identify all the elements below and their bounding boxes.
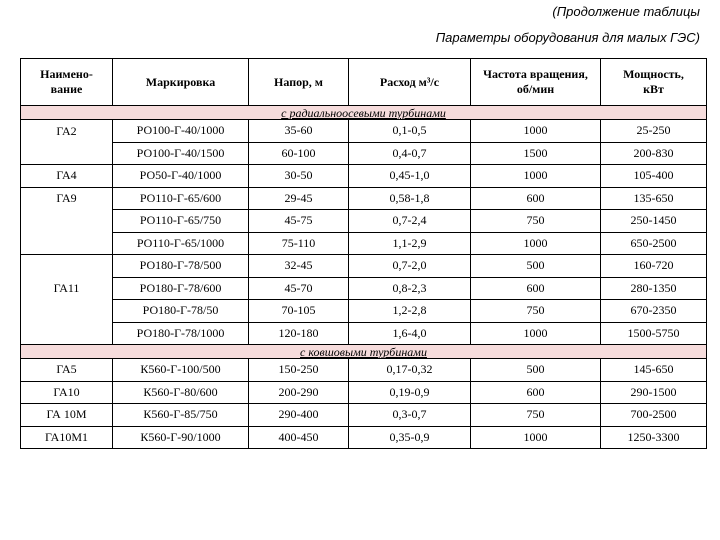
cell-head: 45-70	[249, 277, 349, 300]
cell-flow: 1,6-4,0	[349, 322, 471, 345]
cell-name: ГА5	[21, 359, 113, 382]
cell-speed: 750	[471, 404, 601, 427]
cell-head: 200-290	[249, 381, 349, 404]
cell-speed: 1500	[471, 142, 601, 165]
header-speed: Частота вращения, об/мин	[471, 59, 601, 106]
table-row	[21, 255, 707, 278]
table-row	[21, 120, 707, 143]
cell-speed: 500	[471, 255, 601, 278]
cell-name: ГА10М1	[21, 426, 113, 449]
cell-name: ГА2	[21, 120, 113, 143]
cell-speed: 1000	[471, 232, 601, 255]
cell-flow: 0,4-0,7	[349, 142, 471, 165]
cell-speed: 600	[471, 187, 601, 210]
cell-head: 45-75	[249, 210, 349, 233]
cell-head: 290-400	[249, 404, 349, 427]
table-row	[21, 187, 707, 210]
cell-head: 70-105	[249, 300, 349, 323]
cell-head: 75-110	[249, 232, 349, 255]
cell-power: 670-2350	[601, 300, 707, 323]
cell-mark: РО100-Г-40/1000	[113, 120, 249, 143]
cell-flow: 0,35-0,9	[349, 426, 471, 449]
cell-name: ГА4	[21, 165, 113, 188]
header-marking: Маркировка	[113, 59, 249, 106]
cell-mark: РО180-Г-78/600	[113, 277, 249, 300]
cell-head: 32-45	[249, 255, 349, 278]
cell-flow: 1,1-2,9	[349, 232, 471, 255]
cell-speed: 1000	[471, 322, 601, 345]
cell-power: 135-650	[601, 187, 707, 210]
section-label-radial: с радиальноосевыми турбинами	[21, 106, 707, 120]
cell-head: 30-50	[249, 165, 349, 188]
cell-speed: 750	[471, 210, 601, 233]
cell-name	[21, 142, 113, 165]
cell-power: 200-830	[601, 142, 707, 165]
table-row	[21, 232, 707, 255]
cell-mark: К560-Г-100/500	[113, 359, 249, 382]
cell-speed: 1000	[471, 426, 601, 449]
cell-name: ГА 10М	[21, 404, 113, 427]
cell-name	[21, 300, 113, 323]
cell-mark: РО100-Г-40/1500	[113, 142, 249, 165]
cell-mark: РО180-Г-78/1000	[113, 322, 249, 345]
table-row	[21, 300, 707, 323]
cell-mark: РО180-Г-78/500	[113, 255, 249, 278]
table-row	[21, 359, 707, 382]
cell-head: 120-180	[249, 322, 349, 345]
cell-head: 60-100	[249, 142, 349, 165]
cell-flow: 0,7-2,4	[349, 210, 471, 233]
cell-head: 150-250	[249, 359, 349, 382]
cell-flow: 0,7-2,0	[349, 255, 471, 278]
cell-power: 700-2500	[601, 404, 707, 427]
cell-flow: 0,58-1,8	[349, 187, 471, 210]
cell-flow: 0,45-1,0	[349, 165, 471, 188]
cell-power: 250-1450	[601, 210, 707, 233]
cell-flow: 0,19-0,9	[349, 381, 471, 404]
cell-power: 650-2500	[601, 232, 707, 255]
cell-mark: РО50-Г-40/1000	[113, 165, 249, 188]
section-row-radial	[21, 106, 707, 120]
header-name: Наимено- вание	[21, 59, 113, 106]
cell-power: 1500-5750	[601, 322, 707, 345]
cell-flow: 1,2-2,8	[349, 300, 471, 323]
cell-speed: 1000	[471, 165, 601, 188]
table-row	[21, 210, 707, 233]
cell-mark: К560-Г-80/600	[113, 381, 249, 404]
cell-mark: РО180-Г-78/50	[113, 300, 249, 323]
header-flow: Расход м³/с	[349, 59, 471, 106]
cell-power: 290-1500	[601, 381, 707, 404]
cell-power: 145-650	[601, 359, 707, 382]
cell-power: 25-250	[601, 120, 707, 143]
cell-power: 105-400	[601, 165, 707, 188]
cell-speed: 750	[471, 300, 601, 323]
table-header-row	[21, 59, 707, 106]
cell-mark: К560-Г-90/1000	[113, 426, 249, 449]
table-row	[21, 426, 707, 449]
cell-name: ГА11	[21, 277, 113, 300]
cell-power: 280-1350	[601, 277, 707, 300]
cell-power: 1250-3300	[601, 426, 707, 449]
section-row-bucket	[21, 345, 707, 359]
table-continuation-caption: (Продолжение таблицы	[552, 4, 700, 19]
header-power: Мощность, кВт	[601, 59, 707, 106]
table-row	[21, 381, 707, 404]
cell-mark: РО110-Г-65/750	[113, 210, 249, 233]
header-head: Напор, м	[249, 59, 349, 106]
cell-head: 400-450	[249, 426, 349, 449]
cell-name	[21, 232, 113, 255]
cell-name	[21, 322, 113, 345]
table-title-caption: Параметры оборудования для малых ГЭС)	[435, 30, 700, 45]
cell-flow: 0,3-0,7	[349, 404, 471, 427]
cell-speed: 600	[471, 381, 601, 404]
cell-name	[21, 210, 113, 233]
cell-flow: 0,8-2,3	[349, 277, 471, 300]
table-row	[21, 165, 707, 188]
cell-power: 160-720	[601, 255, 707, 278]
cell-speed: 600	[471, 277, 601, 300]
cell-name: ГА10	[21, 381, 113, 404]
cell-speed: 500	[471, 359, 601, 382]
cell-head: 35-60	[249, 120, 349, 143]
cell-flow: 0,17-0,32	[349, 359, 471, 382]
cell-mark: РО110-Г-65/600	[113, 187, 249, 210]
cell-flow: 0,1-0,5	[349, 120, 471, 143]
cell-head: 29-45	[249, 187, 349, 210]
section-label-bucket: с ковшовыми турбинами	[21, 345, 707, 359]
cell-name	[21, 255, 113, 278]
table-row	[21, 277, 707, 300]
table-row	[21, 322, 707, 345]
cell-mark: РО110-Г-65/1000	[113, 232, 249, 255]
cell-speed: 1000	[471, 120, 601, 143]
cell-mark: К560-Г-85/750	[113, 404, 249, 427]
table-row	[21, 142, 707, 165]
cell-name: ГА9	[21, 187, 113, 210]
table-row	[21, 404, 707, 427]
equipment-parameters-table	[20, 58, 707, 449]
